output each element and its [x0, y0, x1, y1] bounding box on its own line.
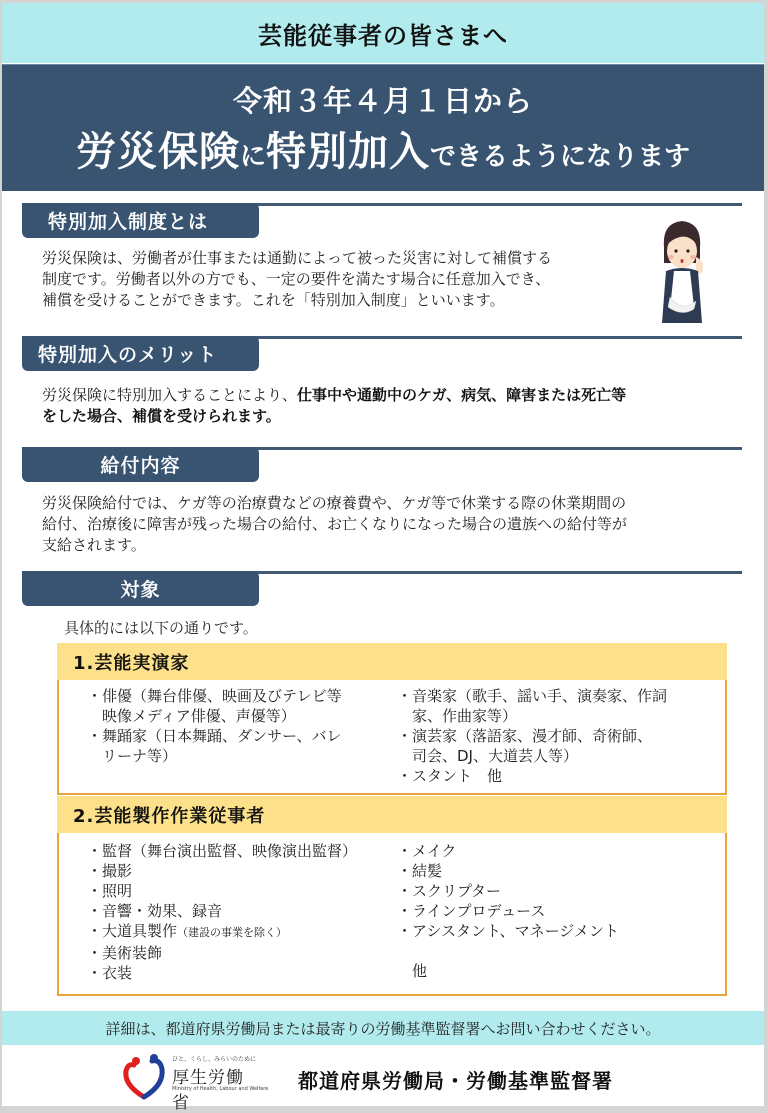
list-item: ・演芸家（落語家、漫才師、奇術師、 — [397, 727, 653, 745]
effective-date: 令和３年４月１日から — [232, 84, 533, 118]
text-line: 補償を受けることができます。これを「特別加入制度」といいます。 — [42, 291, 505, 309]
category-performers — [57, 643, 727, 795]
list-item: ・監督（舞台演出監督、映像演出監督） — [87, 842, 358, 860]
list-item: リーナ等） — [87, 747, 178, 765]
list-item: ・メイク — [397, 842, 457, 860]
list-item: ・結髪 — [397, 862, 443, 880]
category-list — [57, 833, 727, 996]
headline-banner — [2, 64, 764, 191]
list-item: ・舞踊家（日本舞踊、ダンサー、バレ — [87, 727, 342, 745]
audience-banner — [2, 3, 764, 63]
section-header-merits — [22, 336, 742, 372]
list-item: ・照明 — [87, 882, 133, 900]
category-column-right — [397, 841, 619, 981]
logo-name: 厚生労働省 — [172, 1068, 244, 1113]
list-item: 家、作曲家等） — [397, 707, 518, 725]
section-rule — [252, 336, 742, 339]
mhlw-heart-logo-icon — [120, 1053, 168, 1101]
category-heading: 2.芸能製作作業従事者 — [57, 796, 727, 833]
section-header-eligibility — [22, 571, 742, 607]
headline-part: 労災保険 — [75, 129, 240, 175]
injured-person-illustration-icon — [650, 217, 714, 325]
headline-part: 特別加入 — [266, 129, 430, 175]
section-title: 対象 — [22, 571, 259, 606]
audience-text: 芸能従事者の皆さまへ — [258, 21, 508, 50]
section-title: 特別加入のメリット — [22, 336, 259, 371]
category-heading: 1.芸能実演家 — [57, 643, 727, 680]
category-production-workers — [57, 796, 727, 996]
section-body-benefits — [42, 493, 627, 556]
category-list — [57, 680, 727, 795]
section-rule — [252, 447, 742, 450]
list-item: ・スクリプター — [397, 882, 501, 900]
list-item: ・音楽家（歌手、謡い手、演奏家、作詞 — [397, 687, 668, 705]
list-item-text: ・大道具製作 — [87, 922, 178, 940]
list-item-spacer — [397, 941, 619, 961]
section-title: 給付内容 — [22, 447, 259, 482]
section-title: 特別加入制度とは — [22, 203, 259, 238]
headline — [2, 120, 764, 177]
eligibility-intro: 具体的には以下の通りです。 — [64, 619, 258, 637]
list-item: ・俳優（舞台俳優、映画及びテレビ等 — [87, 687, 342, 705]
list-item: ・スタント 他 — [397, 767, 503, 785]
list-item: ・ラインプロデュース — [397, 902, 546, 920]
mhlw-logo — [120, 1053, 269, 1113]
category-column-left — [87, 686, 342, 766]
list-item: ・音響・効果、録音 — [87, 902, 223, 920]
list-item: 他 — [397, 962, 428, 980]
section-header-special-enrollment — [22, 203, 742, 239]
list-item: 司会、DJ、大道芸人等） — [397, 747, 578, 765]
list-item: ・アシスタント、マネージメント — [397, 922, 619, 940]
text-line — [42, 385, 626, 406]
text-plain: 労災保険に特別加入することにより、 — [42, 386, 298, 404]
text-line: 支給されます。 — [42, 536, 146, 554]
section-rule — [252, 203, 742, 206]
contact-text: 詳細は、都道府県労働局または最寄りの労働基準監督署へお問い合わせください。 — [105, 1019, 661, 1038]
issuing-organization: 都道府県労働局・労働基準監督署 — [298, 1069, 613, 1093]
list-item: ・美術装飾 — [87, 944, 163, 962]
section-rule — [252, 571, 742, 574]
list-item: 映像メディア俳優、声優等） — [87, 707, 296, 725]
text-line: 給付、治療後に障害が残った場合の給付、お亡くなりになった場合の遺族への給付等が — [42, 515, 628, 533]
list-item-note: （建設の事業を除く） — [177, 926, 288, 939]
logo-english-name: Ministry of Health, Labour and Welfare — [172, 1086, 269, 1092]
list-item: ・衣装 — [87, 964, 133, 982]
text-line: 制度です。労働者以外の方でも、一定の要件を満たす場合に任意加入でき、 — [42, 270, 551, 288]
list-item — [87, 921, 357, 943]
text-line: 労災保険給付では、ケガ等の治療費などの療養費や、ケガ等で休業する際の休業期間の — [42, 494, 627, 512]
section-header-benefits — [22, 447, 742, 483]
headline-part: に — [239, 142, 266, 172]
text-line — [42, 406, 626, 427]
logo-tagline: ひと、くらし、みらいのために — [172, 1056, 257, 1063]
text-emphasis: 仕事中や通勤中のケガ、病気、障害または死亡等 — [297, 386, 627, 404]
contact-band — [2, 1011, 764, 1045]
section-body-merits — [42, 385, 626, 427]
category-column-left — [87, 841, 357, 983]
flyer-page — [2, 3, 764, 1113]
list-item: ・撮影 — [87, 862, 133, 880]
section-body-special-enrollment — [42, 248, 552, 311]
headline-part: できるようになります — [430, 142, 691, 172]
category-column-right — [397, 686, 667, 786]
text-emphasis: をした場合、補償を受けられます。 — [42, 407, 281, 425]
text-line: 労災保険は、労働者が仕事または通勤によって被った災害に対して補償する — [42, 249, 553, 267]
